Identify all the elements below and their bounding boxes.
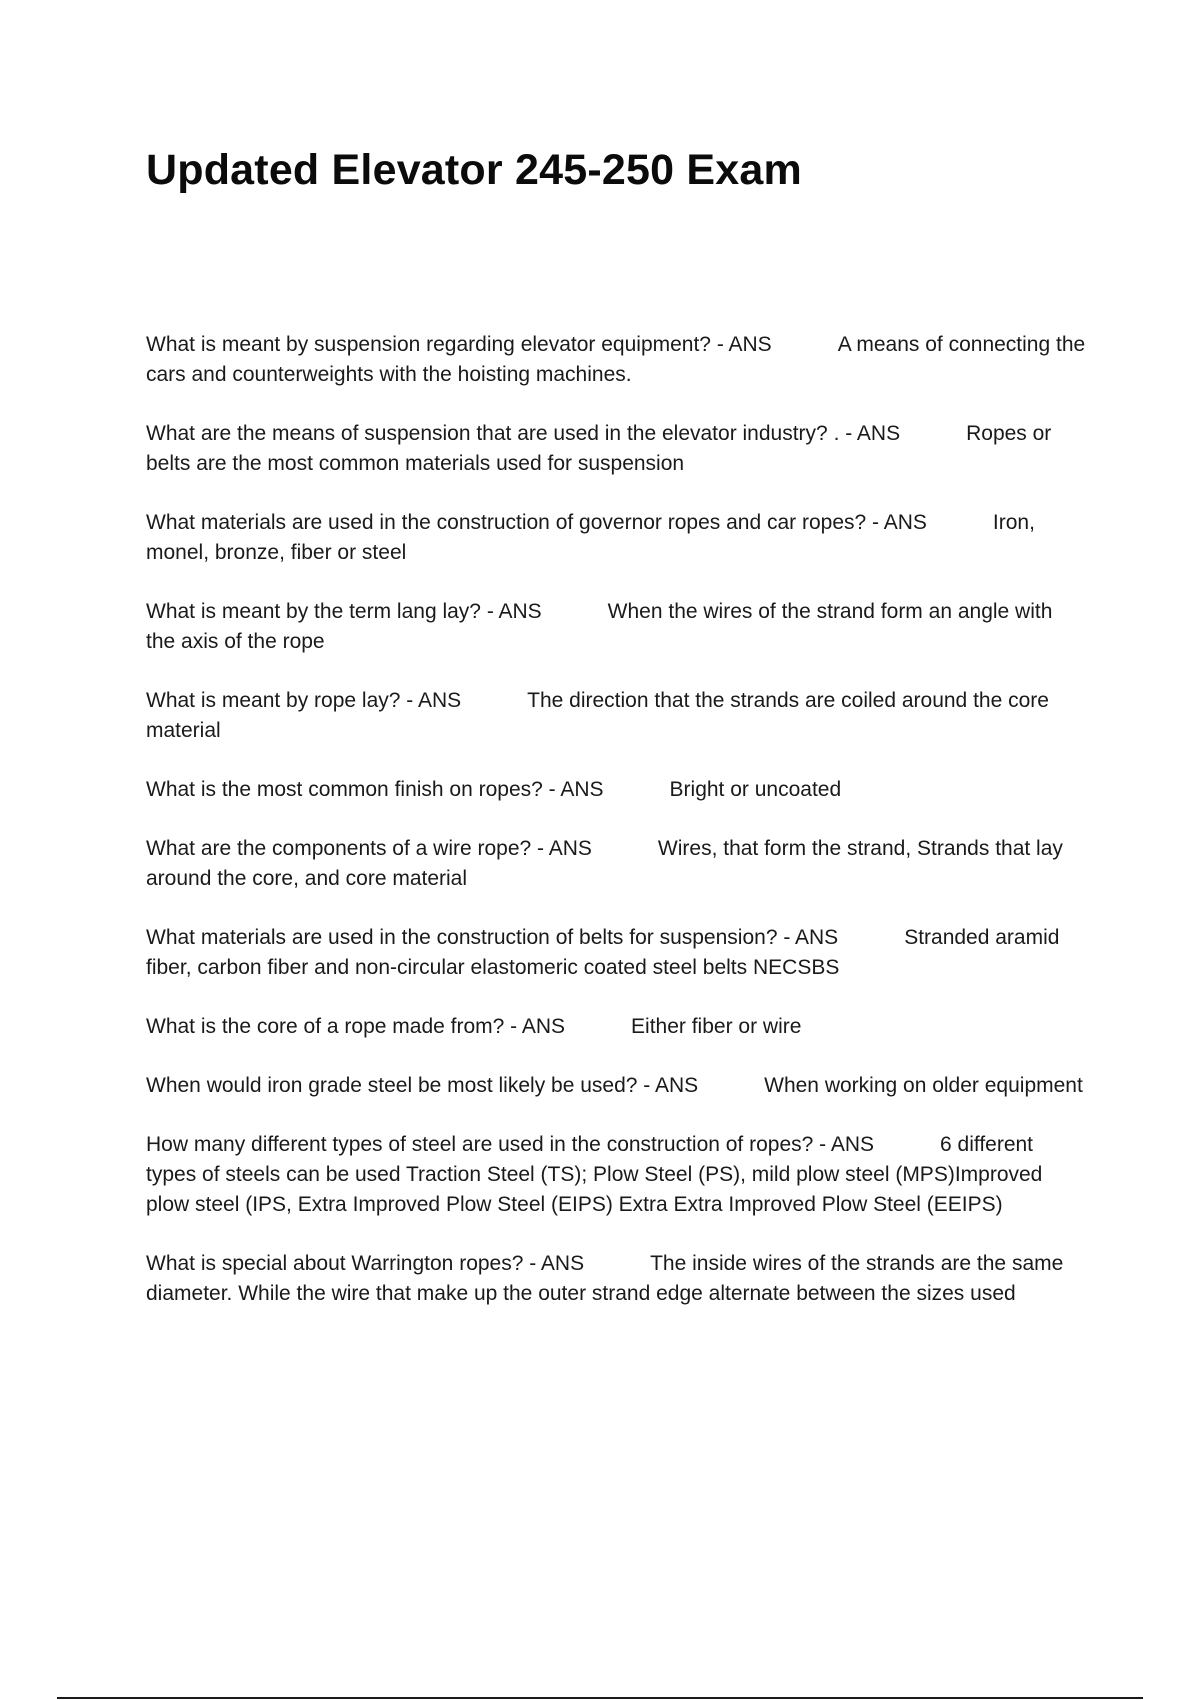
question-text: What is meant by suspension regarding elevator equipment? - ANS	[146, 333, 772, 356]
question-text: What is special about Warrington ropes? - ANS	[146, 1252, 585, 1275]
question-text: How many different types of steel are used in the construction of ropes? - ANS	[146, 1133, 874, 1156]
qa-list	[146, 330, 1086, 1338]
question-text: What is meant by the term lang lay? - ANS	[146, 600, 542, 623]
qa-item	[146, 508, 1086, 568]
page-title: Updated Elevator 245-250 Exam	[146, 146, 802, 194]
answer-text: When working on older equipment	[764, 1074, 1083, 1097]
answer-text: The inside wires of the strands are the same diameter. While the wire that make up the outer strand edge alternate between the sizes used	[146, 1252, 1064, 1305]
question-text: What materials are used in the construction of belts for suspension? - ANS	[146, 926, 839, 949]
page-bottom-divider	[57, 1697, 1143, 1699]
qa-item	[146, 330, 1086, 390]
qa-item	[146, 597, 1086, 657]
answer-text: Ropes or belts are the most common materials used for suspension	[146, 422, 1052, 475]
qa-item	[146, 1071, 1086, 1101]
question-text: What materials are used in the construction of governor ropes and car ropes? - ANS	[146, 511, 927, 534]
qa-item	[146, 686, 1086, 746]
answer-text: A means of connecting the cars and counterweights with the hoisting machines.	[146, 333, 1086, 386]
answer-text: Bright or uncoated	[669, 778, 842, 801]
qa-item	[146, 834, 1086, 894]
answer-text: 6 different types of steels can be used Traction Steel (TS); Plow Steel (PS), mild plow steel (MPS)Improved plow steel (IPS, Extra Improved Plow Steel (EIPS) Extra Extra Improved Plow Steel (EEIPS)	[146, 1133, 1043, 1216]
answer-text: When the wires of the strand form an angle with the axis of the rope	[146, 600, 1053, 653]
qa-item	[146, 1130, 1086, 1220]
qa-item	[146, 1012, 1086, 1042]
qa-item	[146, 419, 1086, 479]
qa-item	[146, 923, 1086, 983]
question-text: What is the core of a rope made from? - ANS	[146, 1015, 566, 1038]
answer-text: The direction that the strands are coiled around the core material	[146, 689, 1049, 742]
qa-item	[146, 1249, 1086, 1309]
question-text: What is the most common finish on ropes? - ANS	[146, 778, 604, 801]
answer-text: Wires, that form the strand, Strands that lay around the core, and core material	[146, 837, 1063, 890]
answer-text: Iron, monel, bronze, fiber or steel	[146, 511, 1035, 564]
qa-item	[146, 775, 1086, 805]
question-text: What are the components of a wire rope? - ANS	[146, 837, 592, 860]
question-text: What are the means of suspension that are used in the elevator industry? . - ANS	[146, 422, 901, 445]
answer-text: Stranded aramid fiber, carbon fiber and non-circular elastomeric coated steel belts NECSBS	[146, 926, 1060, 979]
answer-text: Either fiber or wire	[631, 1015, 802, 1038]
question-text: What is meant by rope lay? - ANS	[146, 689, 462, 712]
question-text: When would iron grade steel be most likely be used? - ANS	[146, 1074, 699, 1097]
